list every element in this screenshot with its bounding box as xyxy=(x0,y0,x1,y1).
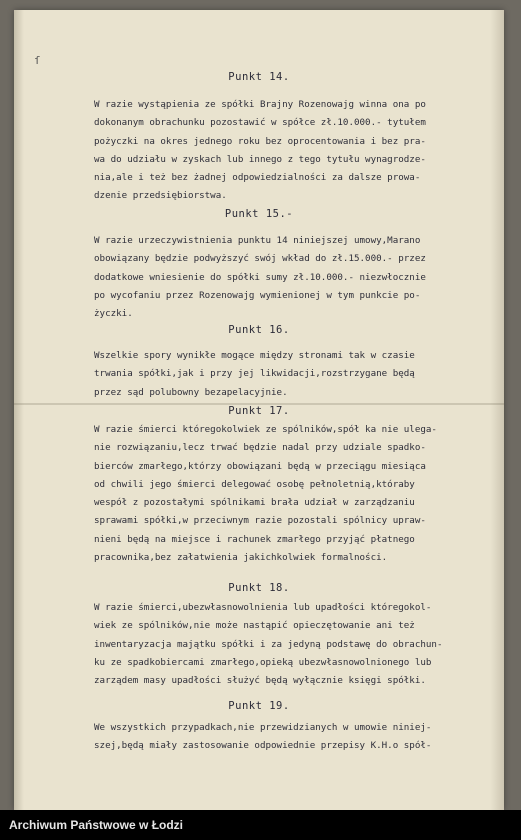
text-line: wespół z pozostałymi spólnikami brała udział w zarządzaniu xyxy=(94,497,415,509)
section-text xyxy=(94,232,504,323)
section-text xyxy=(94,96,504,206)
text-line: We wszystkich przypadkach,nie przewidzianych w umowie niniej- xyxy=(94,722,432,733)
section-heading: Punkt 14. xyxy=(228,71,290,83)
text-line: wa do udziału w zyskach lub innego z tego tytułu wynagrodze- xyxy=(94,153,426,165)
text-line: dodatkowe wniesienie do spółki sumy zł.10.000.- niezwłocznie xyxy=(94,271,426,283)
text-line: zarządem masy upadłości służyć będą wyłącznie księgi spółki. xyxy=(94,675,426,687)
archive-footer xyxy=(0,810,521,840)
margin-mark: ſ xyxy=(34,54,41,67)
text-line: inwentaryzacja majątku spółki i za jedyną podstawę do obrachun- xyxy=(94,638,443,650)
text-line: przez sąd polubowny bezapelacyjnie. xyxy=(94,386,288,398)
text-line: życzki. xyxy=(94,308,133,320)
text-line: nie rozwiązaniu,lecz trwać będzie nadal przy udziale spadko- xyxy=(94,442,426,454)
text-line: pożyczki na okres jednego roku bez oprocentowania i bez pra- xyxy=(94,135,426,147)
section-text xyxy=(94,347,504,402)
text-line: W razie śmierci,ubezwłasnowolnienia lub upadłości któregokol- xyxy=(94,602,432,613)
text-line: wiek ze spólników,nie może nastąpić opieczętowanie ani też xyxy=(94,620,415,632)
section-heading: Punkt 19. xyxy=(228,700,290,712)
text-line: dokonanym obrachunku pozostawić w spółce zł.10.000.- tytułem xyxy=(94,117,426,129)
text-line: trwania spółki,jak i przy jej likwidacji,rozstrzygane będą xyxy=(94,368,415,380)
text-line: pracownika,bez załatwienia jakichkolwiek formalności. xyxy=(94,552,388,564)
text-line: sprawami spółki,w przeciwnym razie pozostali spólnicy upraw- xyxy=(94,515,426,527)
section-text xyxy=(94,599,504,690)
text-line: W razie śmierci któregokolwiek ze spólników,spół ka nie ulega- xyxy=(94,424,437,435)
archive-name: Archiwum Państwowe w Łodzi xyxy=(9,818,184,832)
text-line: W razie wystąpienia ze spółki Brajny Rozenowajg winna ona po xyxy=(94,99,426,110)
section-text xyxy=(94,421,504,567)
text-line: dzenie przedsiębiorstwa. xyxy=(94,190,227,202)
section-heading: Punkt 15.- xyxy=(224,208,294,220)
section-heading: Punkt 17. xyxy=(228,405,290,417)
text-line: Wszelkie spory wynikłe mogące między stronami tak w czasie xyxy=(94,350,415,361)
section-heading: Punkt 18. xyxy=(228,582,290,594)
text-line: szej,będą miały zastosowanie odpowiednie przepisy K.H.o spół- xyxy=(94,740,432,752)
text-line: od chwili jego śmierci delegować osobę pełnoletnią,któraby xyxy=(94,478,415,490)
section-text xyxy=(94,719,504,756)
text-line: W razie urzeczywistnienia punktu 14 niniejszej umowy,Marano xyxy=(94,235,421,246)
text-line: po wycofaniu przez Rozenowajg wymienionej w tym punkcie po- xyxy=(94,289,421,301)
text-line: ku ze spadkobiercami zmarłego,opieką ubezwłasnowolnionego lub xyxy=(94,656,432,668)
text-line: bierców zmarłego,którzy obowiązani będą w przeciągu miesiąca xyxy=(94,460,426,472)
text-line: nieni będą na miejsce i rachunek zmarłego przyjąć płatnego xyxy=(94,533,415,545)
text-line: obowiązany będzie podwyższyć swój wkład do zł.15.000.- przez xyxy=(94,253,426,265)
text-line: nia,ale i też bez żadnej odpowiedzialności za dalsze prowa- xyxy=(94,172,421,184)
document-page xyxy=(14,10,504,810)
section-heading: Punkt 16. xyxy=(228,324,290,336)
